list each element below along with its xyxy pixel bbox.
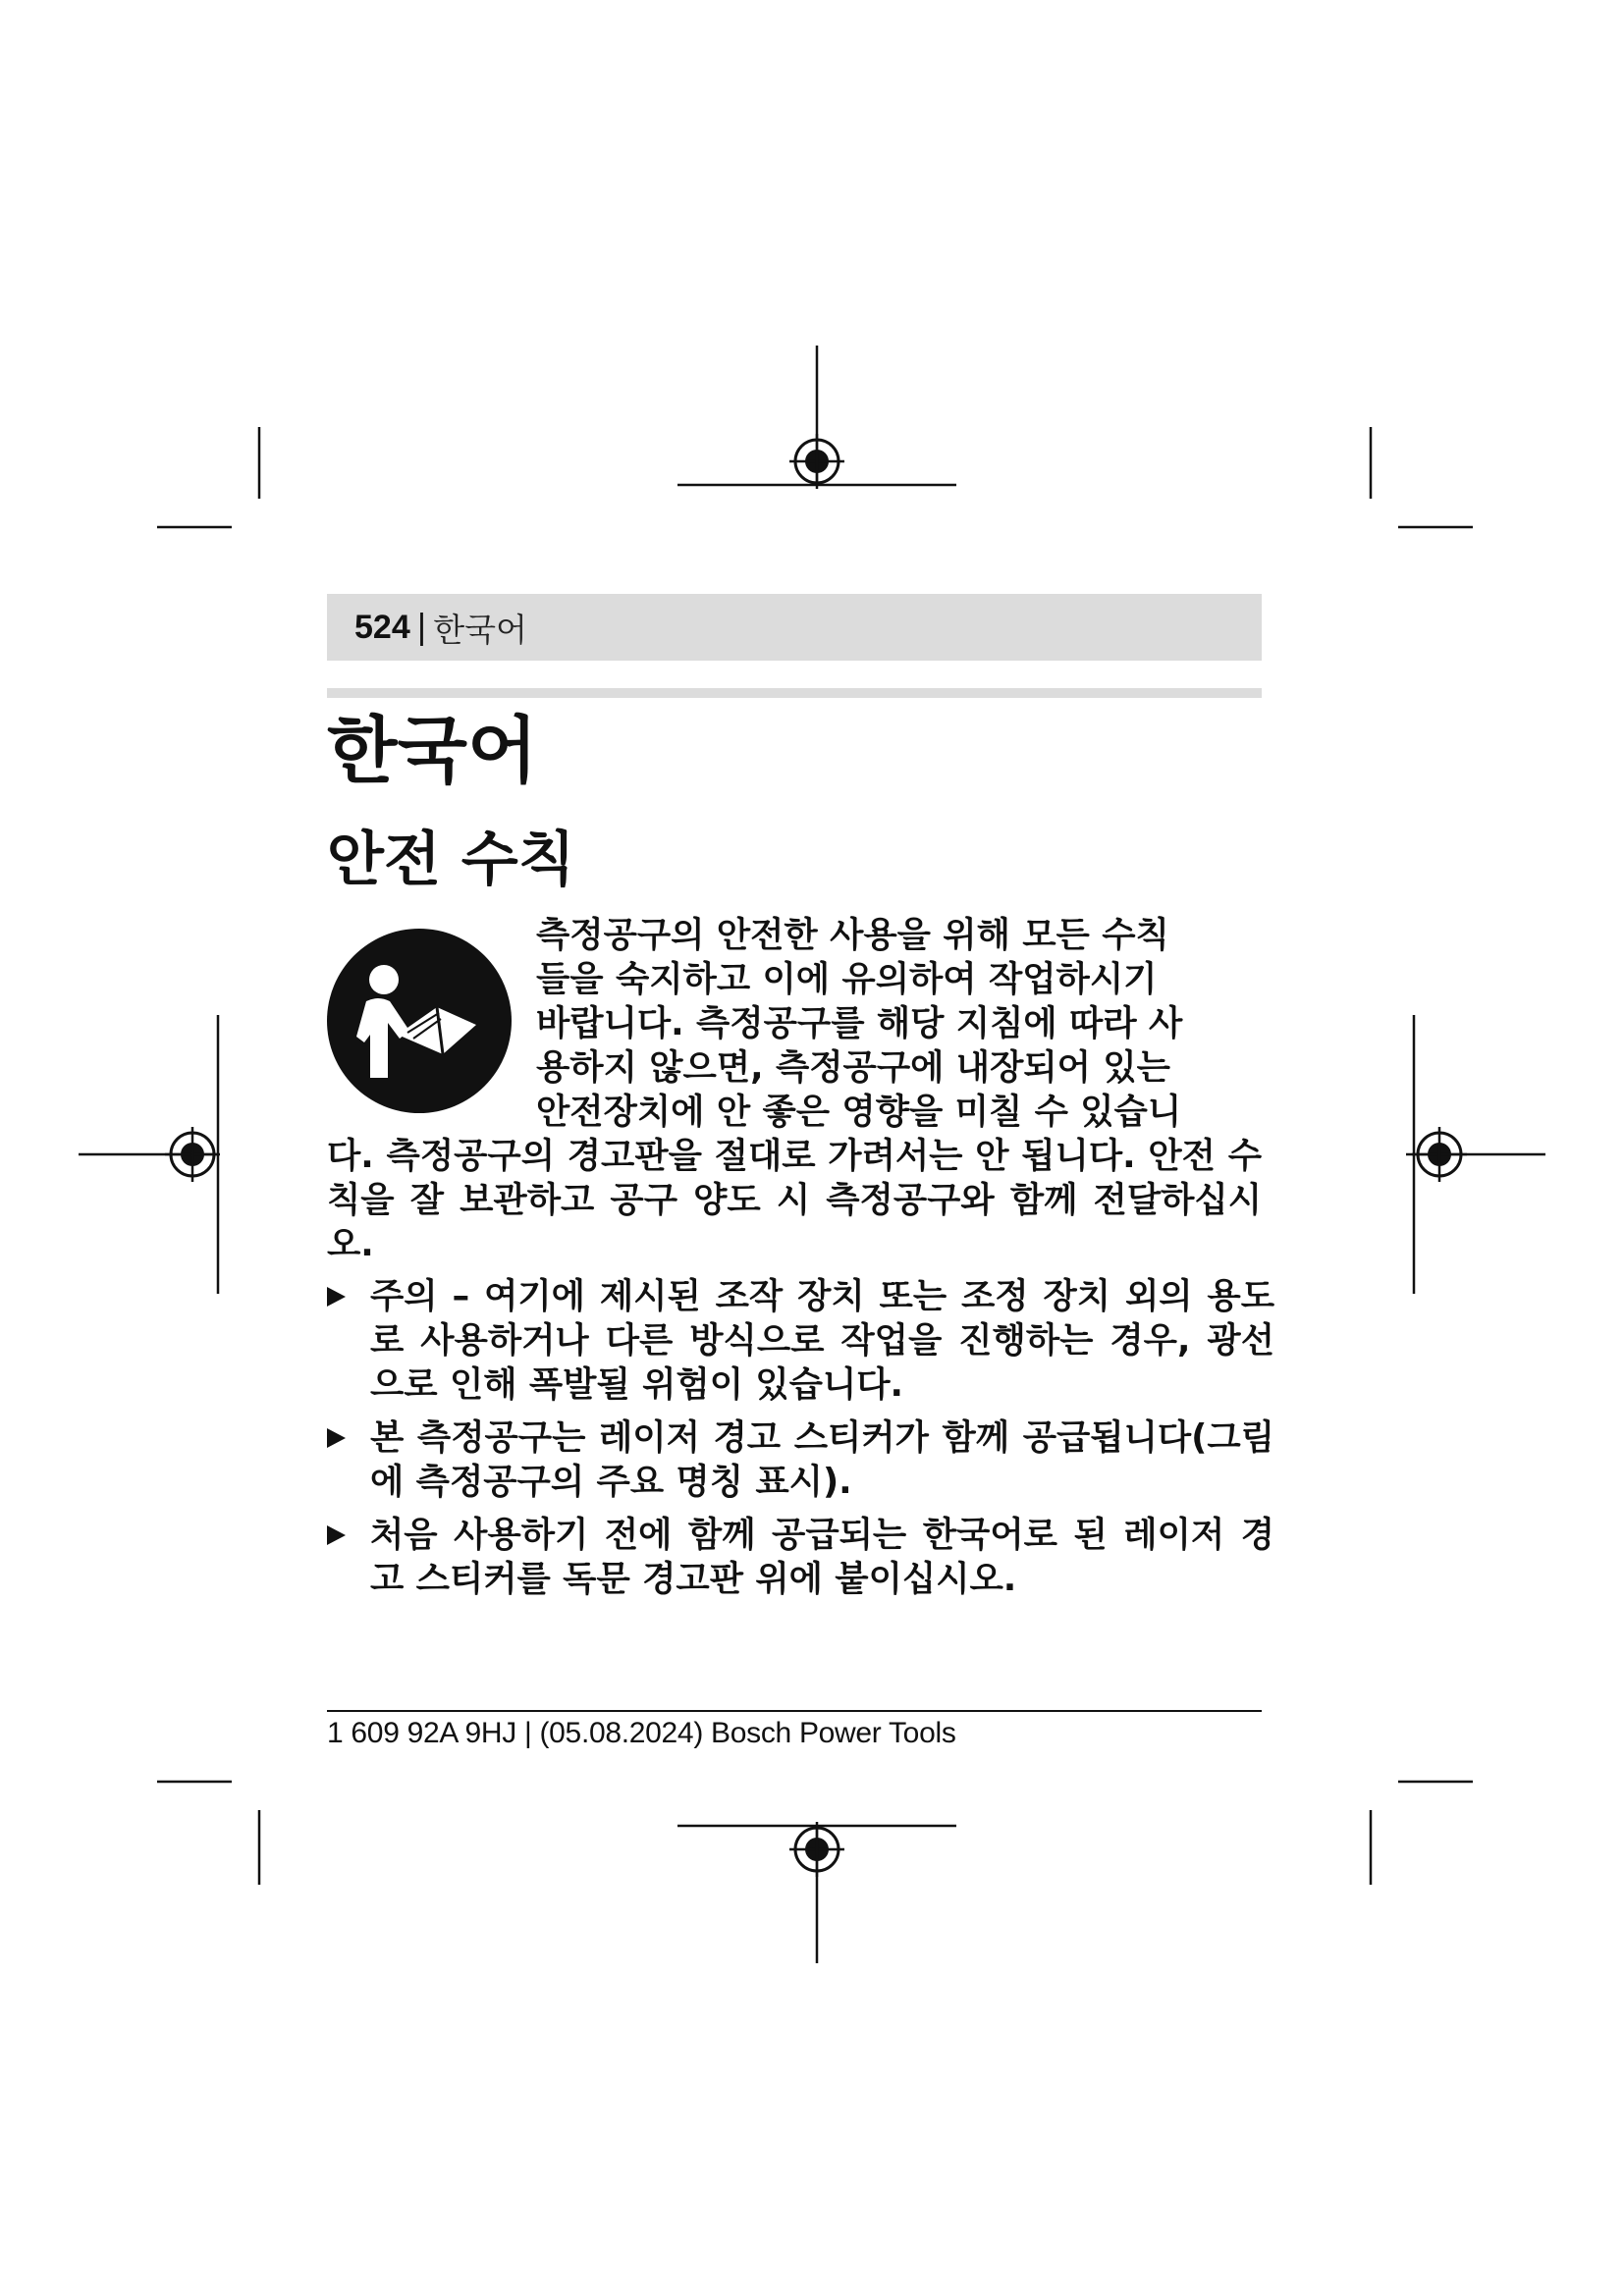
header-divider	[327, 688, 1262, 698]
page-footer: 1 609 92A 9HJ | (05.08.2024) Bosch Power Tools	[327, 1717, 956, 1749]
safety-bullet-list	[327, 1274, 1274, 1610]
read-manual-icon	[327, 929, 512, 1113]
registration-mark-icon	[165, 1127, 220, 1182]
bullet-text: 처음 사용하기 전에 함께 공급되는 한국어로 된 레이저 경고 스티커를 독문 경고판 위에 붙이십시오.	[370, 1515, 1274, 1599]
bullet-triangle-icon	[327, 1428, 346, 1448]
intro-line: 용하지 않으면, 측정공구에 내장되어 있는	[536, 1047, 1170, 1088]
list-item	[327, 1415, 1274, 1504]
registration-mark-icon	[789, 434, 844, 489]
list-item	[327, 1274, 1274, 1407]
bullet-text: 주의 – 여기에 제시된 조작 장치 또는 조정 장치 외의 용도로 사용하거나 다른 방식으로 작업을 진행하는 경우, 광선으로 인해 폭발될 위험이 있습니다.	[370, 1276, 1274, 1405]
registration-mark-icon	[1412, 1127, 1467, 1182]
bullet-text: 본 측정공구는 레이저 경고 스티커가 함께 공급됩니다(그림에 측정공구의 주요 명칭 표시).	[370, 1417, 1274, 1502]
page-header	[327, 594, 1262, 661]
intro-line: 측정공구의 안전한 사용을 위해 모든 수칙	[536, 915, 1169, 955]
intro-line: 들을 숙지하고 이에 유의하여 작업하시기	[536, 959, 1158, 999]
list-item	[327, 1513, 1274, 1601]
bullet-triangle-icon	[327, 1525, 346, 1545]
bullet-triangle-icon	[327, 1287, 346, 1307]
footer-divider	[327, 1710, 1262, 1712]
intro-line: 안전장치에 안 좋은 영향을 미칠 수 있습니	[536, 1092, 1182, 1132]
intro-line: 바랍니다. 측정공구를 해당 지침에 따라 사	[536, 1003, 1183, 1043]
page-title: 한국어	[327, 709, 538, 793]
registration-mark-icon	[789, 1822, 844, 1877]
section-title: 안전 수칙	[327, 826, 575, 894]
intro-wrapped-text	[536, 913, 1255, 1134]
header-separator: |	[415, 608, 428, 647]
intro-continued: 다. 측정공구의 경고판을 절대로 가려서는 안 됩니다. 안전 수칙을 잘 보관하고 공구 양도 시 측정공구와 함께 전달하십시오.	[327, 1136, 1262, 1264]
header-language: 한국어	[433, 610, 527, 649]
page-number: 524	[354, 608, 410, 646]
